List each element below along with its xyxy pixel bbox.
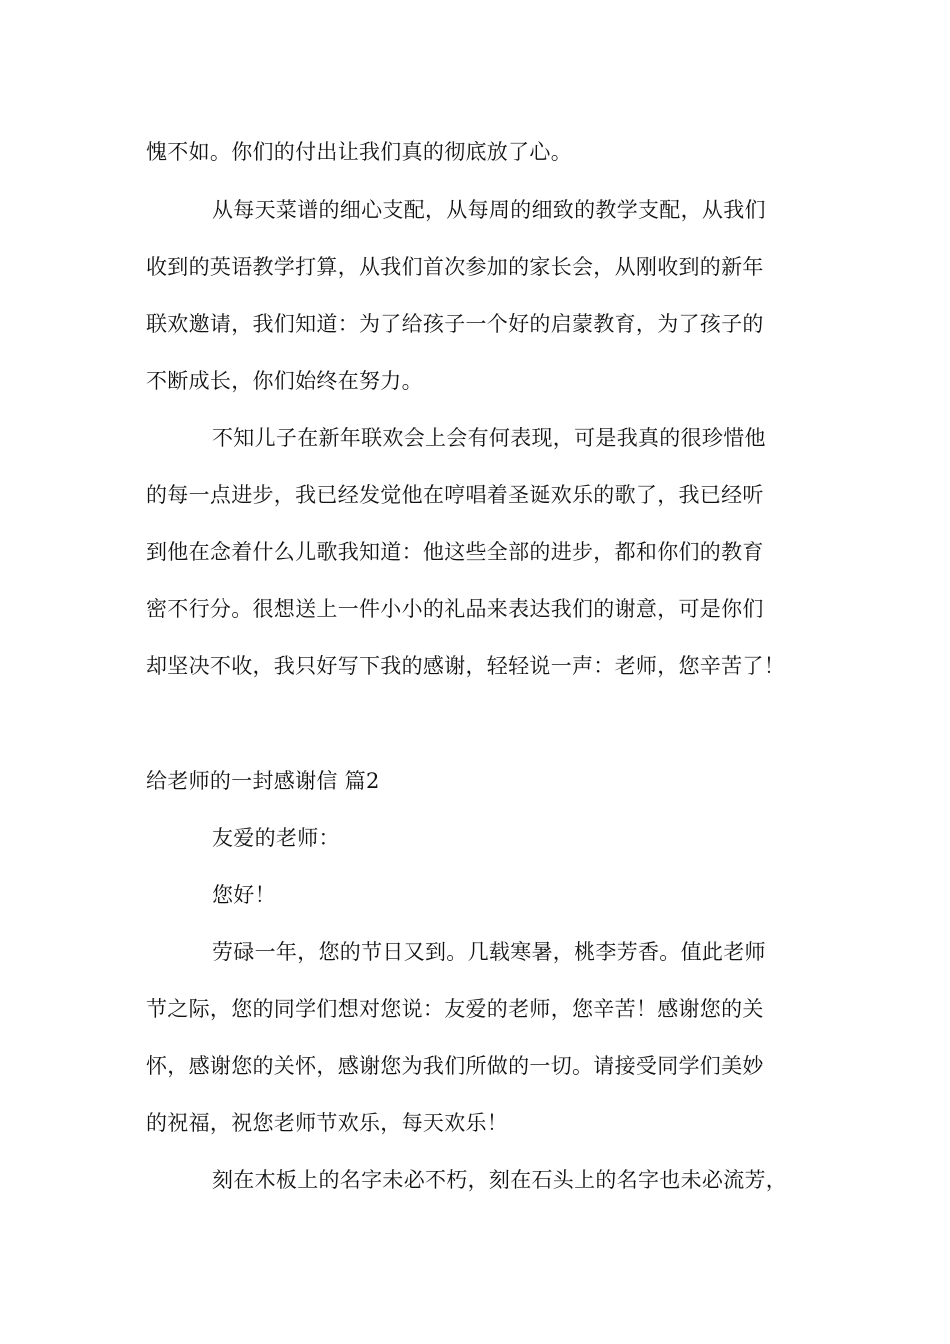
paragraph-line: 愧不如。你们的付出让我们真的彻底放了心。 xyxy=(146,140,572,164)
paragraph-line: 从每天菜谱的细心支配，从每周的细致的教学支配，从我们 xyxy=(212,198,766,222)
paragraph-line: 的祝福，祝您老师节欢乐，每天欢乐！ xyxy=(146,1111,509,1135)
paragraph-line: 联欢邀请，我们知道：为了给孩子一个好的启蒙教育，为了孩子的 xyxy=(146,312,764,336)
paragraph-line: 节之际，您的同学们想对您说：友爱的老师，您辛苦！感谢您的关 xyxy=(146,997,764,1021)
section-heading: 给老师的一封感谢信 篇2 xyxy=(146,769,380,793)
paragraph-line: 密不行分。很想送上一件小小的礼品来表达我们的谢意，可是你们 xyxy=(146,597,764,621)
paragraph-line: 却坚决不收，我只好写下我的感谢，轻轻说一声：老师，您辛苦了！ xyxy=(146,654,785,678)
paragraph-line: 到他在念着什么儿歌我知道：他这些全部的进步，都和你们的教育 xyxy=(146,540,764,564)
greeting: 您好！ xyxy=(212,883,276,907)
paragraph-line: 不断成长，你们始终在努力。 xyxy=(146,369,423,393)
paragraph-line: 怀，感谢您的关怀，感谢您为我们所做的一切。请接受同学们美妙 xyxy=(146,1054,764,1078)
paragraph-line: 不知儿子在新年联欢会上会有何表现，可是我真的很珍惜他 xyxy=(212,426,766,450)
paragraph-line: 的每一点进步，我已经发觉他在哼唱着圣诞欢乐的歌了，我已经听 xyxy=(146,483,764,507)
salutation: 友爱的老师： xyxy=(212,826,340,850)
paragraph-line: 刻在木板上的名字未必不朽，刻在石头上的名字也未必流芳， xyxy=(212,1168,788,1192)
paragraph-line: 收到的英语教学打算，从我们首次参加的家长会，从刚收到的新年 xyxy=(146,255,764,279)
paragraph-line: 劳碌一年，您的节日又到。几载寒暑，桃李芳香。值此老师 xyxy=(212,940,766,964)
